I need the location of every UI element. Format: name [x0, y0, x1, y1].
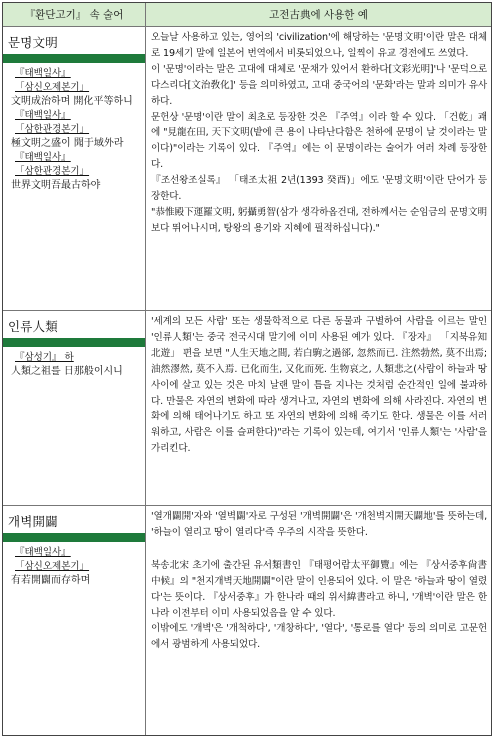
header-col-usage: [146, 3, 491, 27]
usage-paragraph: 『조선왕조실록』 「태조太祖 2년(1393 癸酉)」에도 '문명文明'이란 단어가 등장한다.: [151, 175, 487, 203]
usage-paragraph: 북송北宋 초기에 출간된 유서類書인 『태평어람太平御覽』에는 『상서중후尙書中候』의 "천지개벽天地開闢"이란 말이 인용되어 있다. 이 말은 '하늘과 땅이 열렸다'는 뜻이다. 『상서중후』가 한나라 때의 위서緯書라고 하니, '개벽'이란 말은 한나라 이전부터 이미 사용되었음을 알 수 있다.: [151, 559, 487, 619]
source-quote: 文明成治하며 開化平等하니: [11, 96, 133, 107]
row-usage-cell: [146, 27, 491, 311]
source-citation: 「삼한관경본기」: [15, 124, 90, 135]
header-usage-label: 고전古典에 사용한 예: [269, 9, 368, 21]
source-quote: 世界文明吾最古하야: [11, 180, 101, 191]
usage-paragraph: '열개闢開'자와 '열벽闢'자로 구성된 '개벽開闢'은 '개천벽지開天闢地'를 뜻하는데, '하늘이 열리고 땅이 열리다'즉 우주의 시작을 뜻한다.: [151, 511, 487, 538]
source-citation: 『태백일사』: [15, 152, 71, 163]
term-title: 개벽開闢: [8, 514, 58, 529]
source-quote: 有若開闢而存하며: [11, 575, 91, 586]
term-title: 문명文明: [8, 35, 58, 50]
source-quote: 人類之祖를 日那般이시니: [11, 366, 123, 377]
source-citation: 「삼신오제본기」: [15, 561, 90, 572]
row-term-cell: [3, 27, 146, 311]
usage-paragraph: 이밖에도 '개벽'은 '개척하다', '개창하다', '열다', '통로를 열다' 등의 의미로 고문헌에서 광범하게 사용되었다.: [151, 623, 487, 651]
header-col-term: [3, 3, 146, 27]
source-quote: 極文明之盛이 聞于域外라: [11, 138, 124, 149]
source-citation: 「삼한관경본기」: [15, 166, 90, 177]
source-citation: 『태백일사』: [15, 547, 71, 558]
usage-paragraph: 이 '문명'이라는 말은 고대에 대체로 '문채가 있어서 환하다[文彩光明]'나 '문덕으로 다스리다[文治敎化]' 등을 의미하였고, 고대 중국어의 '문화'라는 말과 의미가 유사하다.: [151, 63, 487, 107]
source-citation: 『태백일사』: [15, 110, 71, 121]
usage-paragraph: '세계의 모든 사람' 또는 생물학적으로 다른 동물과 구별하여 사람을 이르는 말인 '인류人類'는 중국 전국시대 말기에 이미 사용된 예가 있다. 『장자』 「지북유知北遊」 편을 보면 "人生天地之間, 若白駒之過郤, 忽然而已. 注然勃然, 莫不出焉; 油然漻然, 莫不入焉. 已化而生, 又化而死. 生物哀之, 人類悲之(사람이 하늘과 땅 사이에 살고 있는 것은 마치 날랜 말이 틈을 지나는 것처럼 순간적인 일에 불과하다. 만물은 자연의 변화에 따라 생겨나고, 자연의 변화에 의해 사라진다. 자연의 변화에 의해 태어나기도 하고 또 자연의 변화에 의해 죽기도 한다. 생물은 이를 서러워하고, 사람은 이를 슬퍼한다)"라는 기록이 있는데, 여기서 '인류人類'는 '사람'을 가리킨다.: [151, 316, 487, 455]
header-term-label: 『환단고기』 속 술어: [24, 9, 124, 21]
green-divider-bar: [3, 338, 145, 347]
term-title: 인류人類: [8, 319, 58, 334]
row-term-cell: [3, 506, 146, 735]
source-citation: 『삼성기』 하: [15, 352, 74, 363]
row-usage-cell: [146, 311, 491, 506]
usage-paragraph: "恭惟殿下運羅文明, 躬攝勇智(삼가 생각하옵건대, 전하께서는 순임금의 문명文明보다 뛰어나시며, 탕왕의 용기와 지혜에 필적하십니다).": [151, 206, 487, 234]
green-divider-bar: [3, 533, 145, 542]
source-citation: 「삼신오제본기」: [15, 82, 90, 93]
usage-paragraph: 오늘날 사용하고 있는, 영어의 'civilization'에 해당하는 '문명文明'이란 말은 대체로 19세기 말에 일본어 번역에서 비롯되었으나, 일찍이 유교 경전에도 쓰였다.: [151, 32, 487, 59]
row-term-cell: [3, 311, 146, 506]
row-usage-cell: [146, 506, 491, 735]
source-citation: 『태백일사』: [15, 68, 71, 79]
comparison-table: [2, 2, 492, 736]
usage-paragraph: 문헌상 '문명'이란 말이 최초로 등장한 것은 『주역』이라 할 수 있다. 「건乾」괘에 "見龍在田, 天下文明(밭에 큰 용이 나타난다함은 천하에 문명이 날 것이라는 말이다)"이라는 기록이 있다. 『주역』에는 이 문명이라는 술어가 여러 차례 등장한다.: [151, 111, 487, 171]
green-divider-bar: [3, 54, 145, 63]
